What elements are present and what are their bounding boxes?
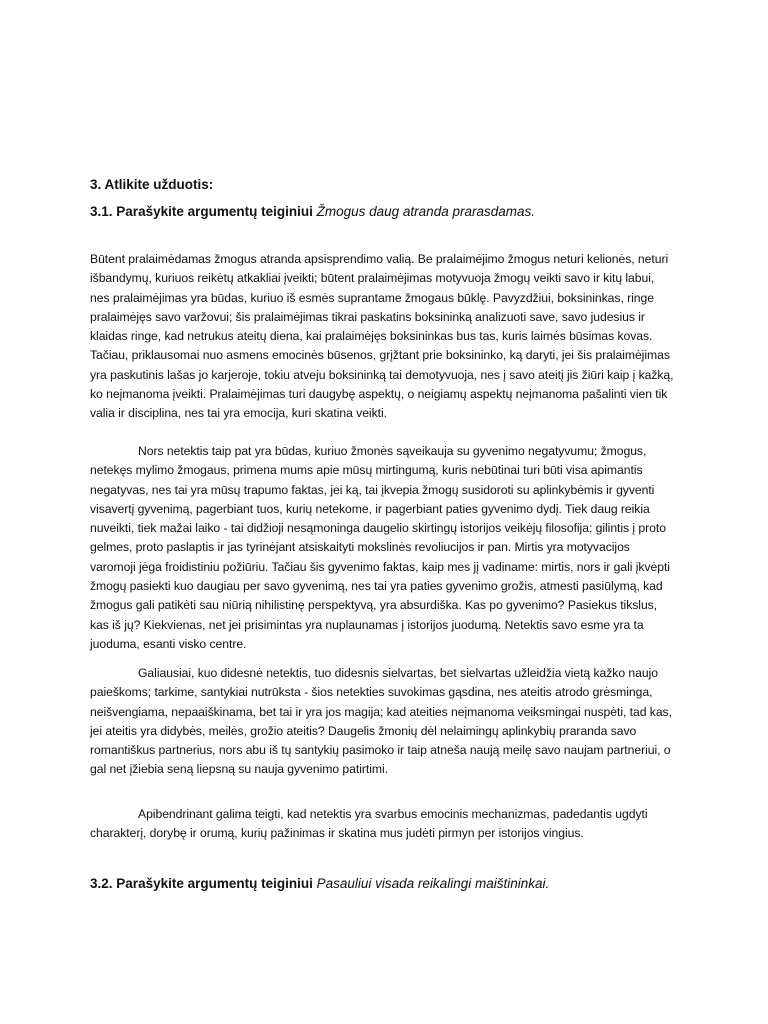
task-1-prefix: Parašykite argumentų teiginiui: [116, 204, 313, 219]
task-1-number: 3.1.: [90, 204, 113, 219]
essay-paragraph-2: Nors netektis taip pat yra būdas, kuriuo žmonės sąveikauja su gyvenimo negatyvumu; žmogus, netekęs mylimo žmogaus, primena mums apie mūsų mirtingumą, kuris nebūtinai turi būti visa apimantis negatyvas, nes tai yra mūsų trapumo faktas, jei ką, tai įkvepia žmogų susidoroti su aplinkybėmis ir gyventi visavertį gyvenimą, pagerbiant tuos, kurių netekome, ir pagerbiant paties gyvenimo dydį. Tiek daug reikia nuveikti, tiek mažai laiko - tai didžioji nesąmoninga daugelio skirtingų istorijos veikėjų filosofija; gilintis į proto gelmes, proto paslaptis ir jas tyrinėjant atsiskaityti mokslinės revoliucijos ir pan. Mirtis yra motyvacijos varomoji jėga froidistiniu požiūriu. Tačiau šis gyvenimo faktas, kaip mes jį vadiname: mirtis, nors ir gali įkvėpti žmogų pasiekti kuo daugiau per savo gyvenimą, nes tai yra paties gyvenimo grožis, atmesti pasiūlymą, kad žmogus gali patikėti sau niūrią nihilistinę perspektyvą, yra absurdiška. Kas po gyvenimo? Pasiekus tikslus, kas iš jų? Kiekvienas, net jei prisimintas yra nuplaunamas į istorijos juodumą. Netektis savo esme yra ta juoduma, esanti visko centre.: [90, 444, 670, 651]
task-2-number: 3.2.: [90, 876, 113, 891]
task-2-prefix: Parašykite argumentų teiginiui: [116, 876, 313, 891]
essay-paragraph-1: Būtent pralaimėdamas žmogus atranda apsisprendimo valią. Be pralaimėjimo žmogus neturi kelionės, neturi išbandymų, kuriuos reikėtų atkakliai įveikti; būtent pralaimėjimas motyvuoja žmogų veikti savo ir kitų labui, nes pralaimėjimas yra būdas, kuriuo iš esmės suprantame žmogaus būklę. Pavyzdžiui, boksininkas, ringe pralaimėjęs savo varžovui; šis pralaimėjimas tikrai paskatins boksininką analizuoti save, savo judesius ir klaidas ringe, kad netrukus ateitų diena, kai pralaimėjęs boksininkas bus tas, kuris laimės būsimas kovas. Tačiau, priklausomai nuo asmens emocinės būsenos, grįžtant prie boksininko, ką daryti, jei šis pralaimėjimas yra paskutinis lašas jo karjeroje, tokiu atveju boksininką tai demotyvuoja, nes į savo ateitį jis žiūri kaip į kažką, ko neįmanoma įveikti. Pralaimėjimas turi daugybę aspektų, o neigiamų aspektų neįmanoma pašalinti vien tik valia ir disciplina, nes tai yra emocija, kuri skatina veikti.: [90, 252, 674, 421]
task-2-thesis: Pasauliui visada reikalingi maištininkai.: [316, 876, 550, 891]
task-1-heading: [90, 202, 535, 221]
essay-paragraph-4: Apibendrinant galima teigti, kad netektis yra svarbus emocinis mechanizmas, padedantis ugdyti charakterį, dorybę ir orumą, kurių pažinimas ir skatina mus judėti pirmyn per istorijos vingius.: [90, 807, 648, 841]
task-1-thesis: Žmogus daug atranda prarasdamas.: [316, 204, 535, 219]
essay-paragraph-3: Galiausiai, kuo didesnė netektis, tuo didesnis sielvartas, bet sielvartas užleidžia vietą kažko naujo paieškoms; tarkime, santykiai nutrūksta - šios netekties suvokimas gąsdina, nes ateitis atrodo grėsminga, neišvengiama, nepaaiškinama, bet tai ir yra jos magija; kad ateities neįmanoma veiksmingai nuspėti, tad kas, jei ateitis yra didybės, meilės, grožio ateitis? Daugelis žmonių dėl nelaimingų aplinkybių praranda savo romantiškus partnerius, nors abu iš tų santykių pasimoko ir taip atneša naują meilę savo naujam partneriui, o gal net įžiebia seną liepsną su nauja gyvenimo patirtimi.: [90, 666, 672, 777]
section-title: 3. Atlikite užduotis:: [90, 177, 214, 192]
task-2-heading: [90, 874, 549, 893]
